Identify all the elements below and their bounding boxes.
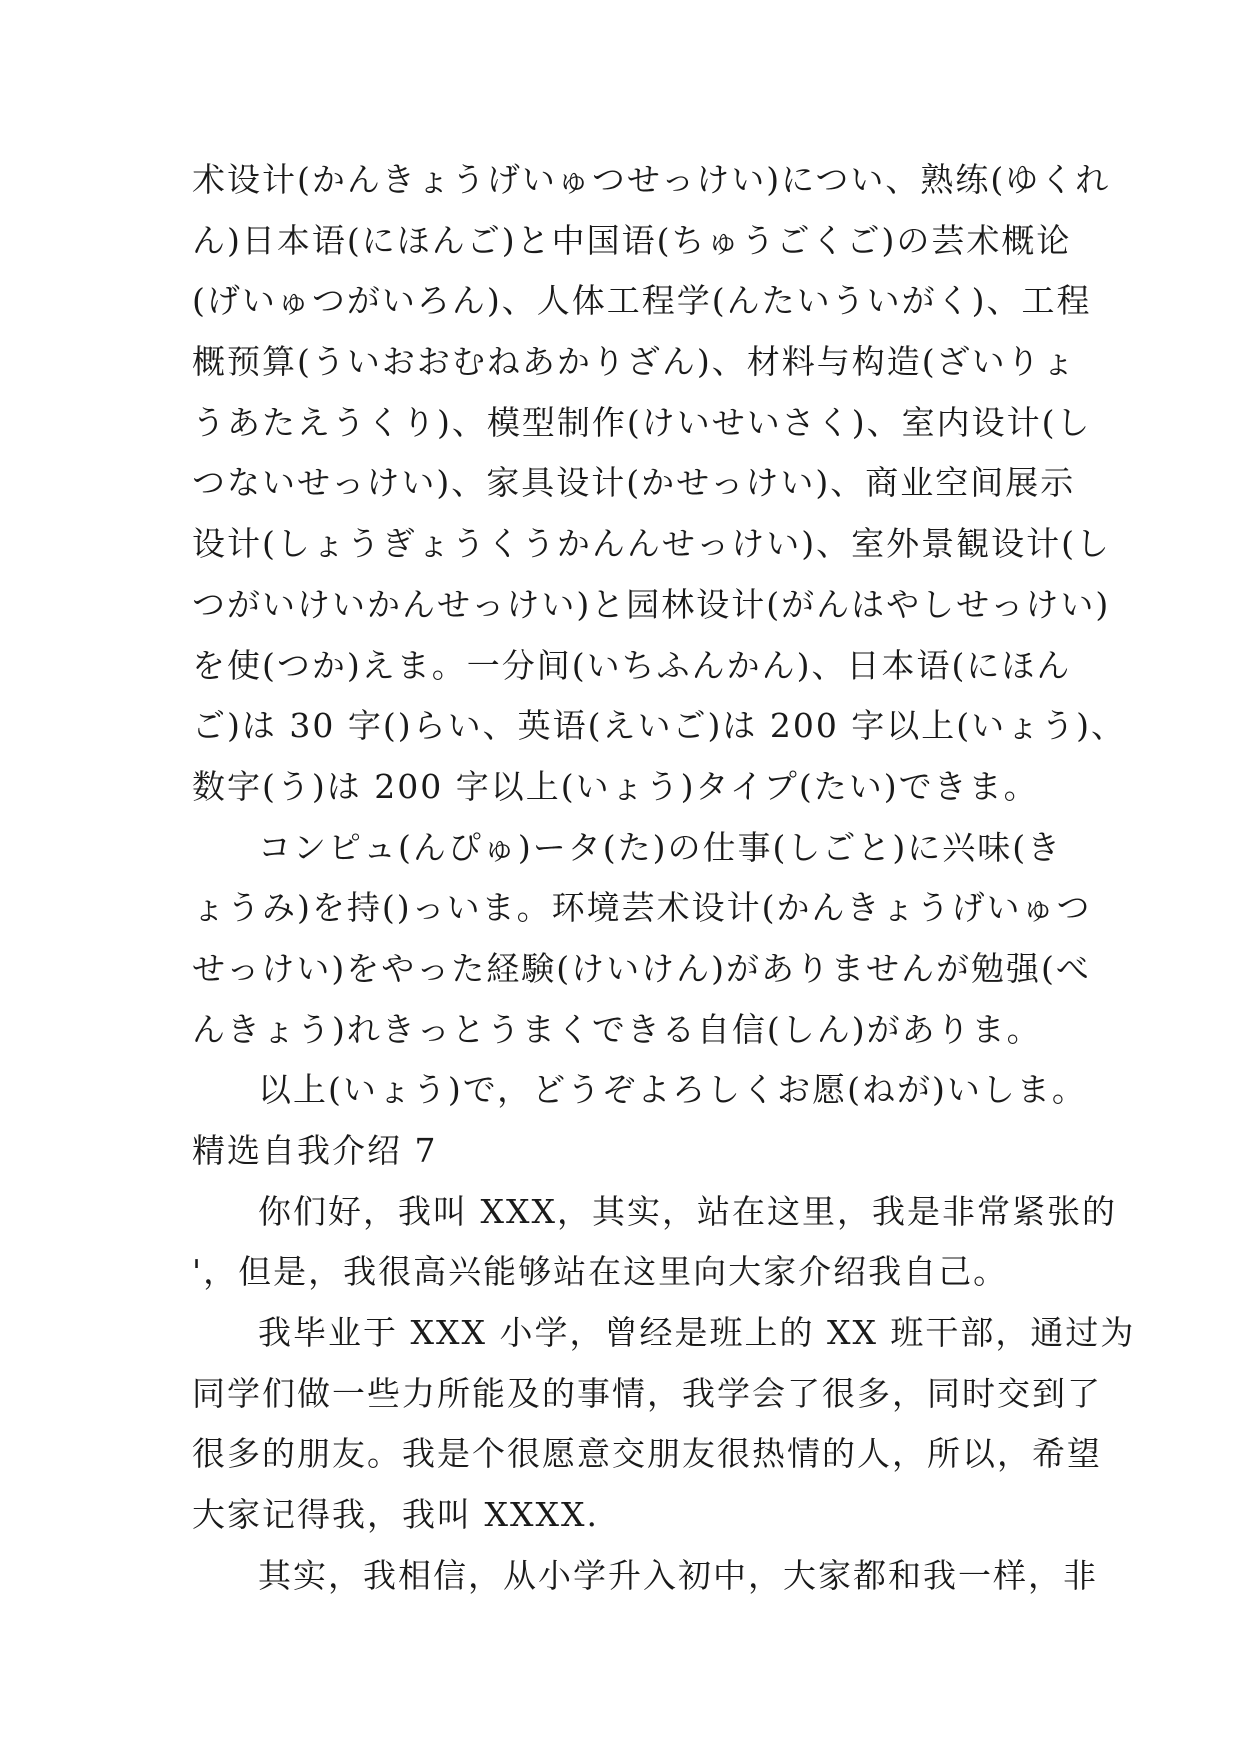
text-line: 大家记得我，我叫 XXXX.: [192, 1495, 599, 1535]
text-line: を使(つか)えま。一分间(いちふんかん)、日本语(にほん: [192, 645, 1072, 685]
text-line: ょうみ)を持()っいま。环境芸术设计(かんきょうげいゅつ: [192, 888, 1092, 928]
paragraph-first-line: コンピュ(んぴゅ)ータ(た)の仕事(しごと)に兴味(き: [258, 827, 1063, 867]
text-line: つないせっけい)、家具设计(かせっけい)、商业空间展示: [192, 463, 1076, 503]
paragraph-first-line: 以上(いょう)で，どうぞよろしくお愿(ねが)いしま。: [258, 1070, 1087, 1110]
text-line: んきょう)れきっとうまくできる自信(しん)がありま。: [192, 1009, 1042, 1049]
paragraph-first-line: 我毕业于 XXX 小学，曾经是班上的 XX 班干部，通过为: [258, 1313, 1136, 1353]
text-line: 设计(しょうぎょうくうかんんせっけい)、室外景観设计(し: [192, 524, 1111, 564]
text-line: 很多的朋友。我是个很愿意交朋友很热情的人，所以，希望: [192, 1434, 1102, 1474]
text-line: 数字(う)は 200 字以上(いょう)タイプ(たい)できま。: [192, 766, 1039, 806]
text-line: 术设计(かんきょうげいゅつせっけい)につい、熟练(ゆくれ: [192, 160, 1111, 199]
text-line: つがいけいかんせっけい)と园林设计(がんはやしせっけい): [192, 584, 1111, 624]
text-line: ご)は 30 字()らい、英语(えいご)は 200 字以上(いょう)、: [192, 706, 1127, 746]
text-line: ん)日本语(にほんご)と中国语(ちゅうごくご)の芸术概论: [192, 220, 1072, 260]
text-line: せっけい)をやった経験(けいけん)がありませんが勉强(べ: [192, 948, 1091, 988]
text-line: うあたえうくり)、模型制作(けいせいさく)、室内设计(し: [192, 402, 1092, 442]
text-line: 同学们做一些力所能及的事情，我学会了很多，同时交到了: [192, 1373, 1102, 1413]
text-line: '，但是，我很高兴能够站在这里向大家介绍我自己。: [192, 1252, 1009, 1292]
paragraph-first-line: 你们好，我叫 XXX，其实，站在这里，我是非常紧张的: [258, 1191, 1117, 1231]
section-heading: 精选自我介绍 7: [192, 1131, 438, 1170]
paragraph-first-line: 其实，我相信，从小学升入初中，大家都和我一样，非: [258, 1555, 1098, 1595]
document-body: [192, 150, 1136, 1607]
text-line: 概预算(ういおおむねあかりざん)、材料与构造(ざいりょ: [192, 342, 1077, 382]
text-line: (げいゅつがいろん)、人体工程学(んたいういがく)、工程: [192, 281, 1092, 321]
